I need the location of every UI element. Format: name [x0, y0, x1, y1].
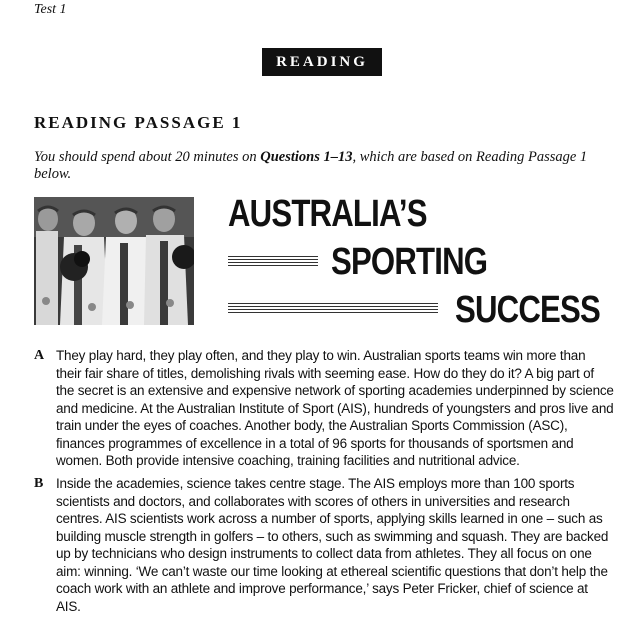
- headline-line-2: SPORTING: [331, 241, 488, 283]
- headline-line-3: SUCCESS: [455, 289, 600, 331]
- section-heading: READING: [262, 48, 382, 76]
- headline-rule-1: [228, 256, 318, 268]
- instructions-before: You should spend about 20 minutes on: [34, 149, 261, 165]
- instructions-questions: Questions 1–13: [260, 149, 353, 165]
- instructions: [34, 149, 614, 183]
- paragraph-a: [34, 347, 614, 470]
- rowers-photo: [34, 197, 194, 325]
- rowers-photo-image: [34, 197, 194, 325]
- paragraph-letter: A: [34, 348, 45, 363]
- test-label: Test 1: [34, 2, 67, 17]
- passage-title: READING PASSAGE 1: [34, 113, 243, 132]
- headline-line-1: AUSTRALIA’S: [228, 193, 427, 235]
- headline-rule-2: [228, 303, 438, 315]
- paragraph-text: They play hard, they play often, and they play to win. Australian sports teams win more than their fair share of titles, demolishing rivals with seeming ease. How do they do it? A big part of the secret is an extensive and expensive network of sporting academies underpinned by science and medicine. At the Australian Institute of Sport (AIS), hundreds of youngsters and pros live and train under the eyes of coaches. Another body, the Australian Sports Commission (ASC), finances programmes of excellence in a total of 96 sports for thousands of sportsmen and women. Both provide intensive coaching, training facilities and nutritional advice.: [56, 348, 614, 468]
- paragraph-letter: B: [34, 476, 44, 491]
- instructions-after: , which are based on Reading Passage 1 below.: [34, 149, 588, 182]
- paragraph-b: [34, 475, 614, 615]
- paragraph-text: Inside the academies, science takes centre stage. The AIS employs more than 100 sports scientists and doctors, and collaborates with scores of others in universities and research centres. AIS scientists work across a number of sports, applying skills learned in one – such as building muscle strength in golfers – to others, such as swimming and squash. They are backed up by technicians who design instruments to collect data from athletes. They all focus on one aim: winning. ‘We can’t waste our time looking at ethereal scientific questions that don’t help the coach work with an athlete and improve performance,’ says Peter Fricker, chief of science at AIS.: [56, 476, 609, 614]
